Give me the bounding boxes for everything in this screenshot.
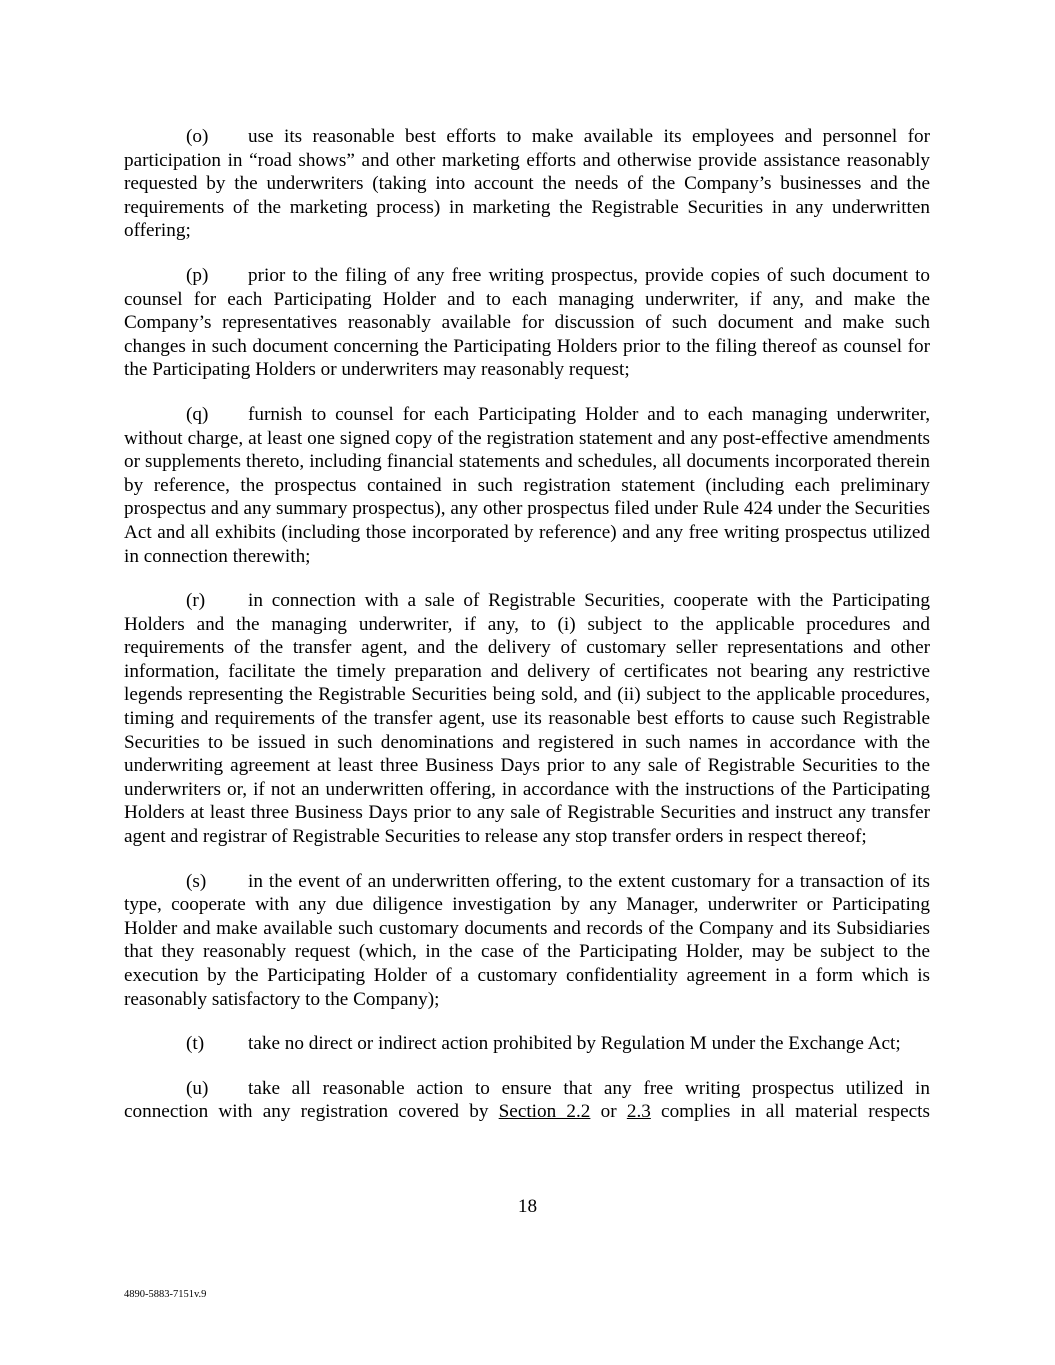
paragraph-label: (r) <box>186 590 206 612</box>
paragraph-text: prior to the filing of any free writing prospectus, provide copies of such document to counsel for each Participating Holder and to each managing underwriter, if any, and make the Company’s representatives reasonably available for discussion of such document and make such changes in such document concerning the Participating Holders prior to the filing thereof as counsel for the Participating Holders or underwriters may reasonably request; <box>124 264 930 381</box>
paragraph-q <box>124 403 930 568</box>
paragraph-text: in the event of an underwritten offering, to the extent customary for a transaction of its type, cooperate with any due diligence investigation by any Manager, underwriter or Participating Holder and make available such customary documents and records of the Company and its Subsidiaries that they reasonably request (which, in the case of the Participating Holder, may be subject to the execution by the Participating Holder of a customary confidentiality agreement in a form which is reasonably satisfactory to the Company); <box>124 870 930 1010</box>
paragraph-label: (u) <box>186 1077 209 1099</box>
paragraph-text: furnish to counsel for each Participating Holder and to each managing underwriter, without charge, at least one signed copy of the registration statement and any post-effective amendments or supplements thereto, including financial statements and schedules, all documents incorporated therein by reference, the prospectus contained in such registration statement (including each preliminary prospectus and any summary prospectus), any other prospectus filed under Rule 424 under the Securities Act and all exhibits (including those incorporated by reference) and any free writing prospectus utilized in connection therewith; <box>124 403 930 567</box>
paragraph-label: (q) <box>186 403 209 425</box>
paragraph-label: (t) <box>186 1033 205 1055</box>
paragraph-label: (s) <box>186 870 207 892</box>
paragraph-label: (o) <box>186 126 209 147</box>
section-2-2-link[interactable]: Section 2.2 <box>498 1101 591 1123</box>
paragraph-u <box>124 1077 930 1124</box>
paragraph-t <box>124 1032 930 1056</box>
paragraph-text: take all reasonable action to ensure that any free writing prospectus utilized in connection with any registration covered by <box>124 1077 930 1123</box>
paragraph-text-middle: or <box>590 1101 627 1123</box>
paragraph-s <box>124 870 930 1012</box>
page-number: 18 <box>517 1196 538 1217</box>
paragraph-o <box>124 125 930 243</box>
paragraph-text: take no direct or indirect action prohibited by Regulation M under the Exchange Act; <box>248 1033 901 1055</box>
paragraph-p <box>124 264 930 382</box>
paragraph-text-end: complies in all material respects <box>650 1101 930 1123</box>
paragraph-text: use its reasonable best efforts to make available its employees and personnel for participation in “road shows” and other marketing efforts and otherwise provide assistance reasonably requested by the underwriters (taking into account the needs of the Company’s businesses and the requirements of the marketing process) in marketing the Registrable Securities in any underwritten offering; <box>124 126 930 242</box>
document-body <box>124 125 930 1145</box>
document-id: 4890-5883-7151v.9 <box>124 1289 207 1300</box>
section-2-3-link[interactable]: 2.3 <box>626 1101 651 1123</box>
paragraph-label: (p) <box>186 264 209 286</box>
paragraph-text: in connection with a sale of Registrable Securities, cooperate with the Participating Holders and the managing underwriter, if any, to (i) subject to the applicable procedures and requirements of the transfer agent, and the delivery of customary seller representations and other information, facilitate the timely preparation and delivery of certificates not bearing any restrictive legends representing the Registrable Securities being sold, and (ii) subject to the applicable procedures, timing and requirements of the transfer agent, use its reasonable best efforts to cause such Registrable Securities to be issued in such denominations and registered in such names in accordance with the underwriting agreement at least three Business Days prior to any sale of Registrable Securities to the underwriters or, if not an underwritten offering, in accordance with the instructions of the Participating Holders at least three Business Days prior to any sale of Registrable Securities and instruct any transfer agent and registrar of Registrable Securities to release any stop transfer orders in respect thereof; <box>124 590 930 848</box>
paragraph-r <box>124 589 930 849</box>
